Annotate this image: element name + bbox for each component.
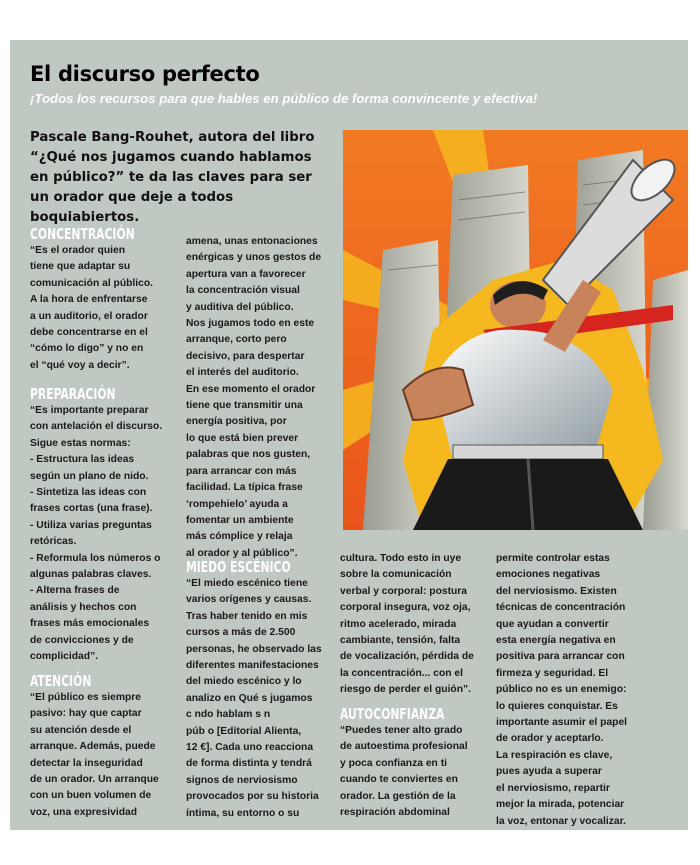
heading-miedo-escenico: MIEDO ESCÉNICO	[186, 558, 291, 576]
column-1-preparacion	[30, 385, 180, 666]
article-subtitle: ¡Todos los recursos para que hables en público de forma convincente y efectiva!	[30, 91, 538, 106]
heading-autoconfianza: AUTOCONFIANZA	[340, 705, 445, 723]
column-2-miedo	[186, 558, 336, 822]
column-3	[340, 551, 495, 699]
column-3-autoconfianza	[340, 705, 495, 821]
text-autoconfianza: “Puedes tener alto grado de autoestima profesional y poca confianza en ti cuando te conviertes en orador. La gestión de la respiración abdominal	[340, 725, 468, 819]
text-concentracion: “Es el orador quien tiene que adaptar su comunicación al público. A la hora de enfrentarse a un auditorio, el orador debe concentrarse en el “cómo lo digo” y no en el “qué voy a decir”.	[30, 245, 154, 371]
heading-atencion: ATENCIÓN	[30, 672, 92, 690]
text-atencion: “El público es siempre pasivo: hay que captar su atención desde el arranque. Además, puede detectar la inseguridad de un orador. Un arranque con un buen volumen de voz, una expresividad	[30, 692, 159, 818]
column-1-atencion	[30, 672, 180, 821]
column-2	[186, 234, 336, 562]
man-with-megaphone-illustration-icon	[343, 130, 688, 530]
text-preparacion: “Es importante preparar con antelación el discurso. Sigue estas normas: - Estructura las ideas según un plano de nido. - Sintetiza las ideas con frases cortas (una frase). - Utiliza varias preguntas retóricas. - Reformula los números o algunas palabras claves. - Alterna frases de análisis y hechos con frases más emocionales de convicciones y de complicidad”.	[30, 405, 163, 663]
article-title: El discurso perfecto	[30, 62, 260, 86]
article-page	[10, 40, 688, 830]
heading-concentracion: CONCENTRACIÓN	[30, 225, 135, 243]
article-intro: Pascale Bang-Rouhet, autora del libro “¿Qué nos jugamos cuando hablamos en público?” te da las claves para ser un orador que deje a todos boquiabiertos.	[30, 130, 315, 225]
heading-preparacion: PREPARACIÓN	[30, 385, 116, 403]
megaphone-man-illustration	[343, 130, 688, 530]
text-miedo-escenico: “El miedo escénico tiene varios orígenes y causas. Tras haber tenido en mis cursos a más de 2.500 personas, he observado las diferentes manifestaciones del miedo escénico y lo analizo en Qué s jugamos c ndo hablam s n púb o [Editorial Alienta, 12 €]. Cada uno reacciona de forma distinta y tendrá signos de nerviosismo provocados por su historia íntima, su entorno o su	[186, 578, 322, 819]
column-4	[496, 551, 681, 830]
text-col3-top: cultura. Todo esto in uye sobre la comunicación verbal y corporal: postura corporal insegura, voz oja, ritmo acelerado, mirada cambiante, tensión, falta de vocalización, pérdida de la concentración... con el riesgo de perder el guión”.	[340, 553, 474, 696]
text-col4: permite controlar estas emociones negativas del nerviosismo. Existen técnicas de concentración que ayudan a convertir esta energía negativa en positiva para arrancar con firmeza y seguridad. El público no es un enemigo: lo quieres conquistar. Es importante asumir el papel de orador y aceptarlo. La respiración es clave, pues ayuda a superar el nerviosismo, repartir mejor la mirada, potenciar la voz, entonar y vocalizar.	[496, 553, 628, 827]
column-1	[30, 225, 180, 374]
text-col2-top: amena, unas entonaciones enérgicas y unos gestos de apertura van a favorecer la concentración visual y auditiva del público. Nos jugamos todo en este arranque, corto pero decisivo, para despertar el interés del auditorio. En ese momento el orador tiene que transmitir una energía positiva, por lo que está bien prever palabras que nos gusten, para arrancar con más facilidad. La típica frase ‘rompehielo’ ayuda a fomentar un ambiente más cómplice y relaja al orador y al público”.	[186, 236, 322, 559]
